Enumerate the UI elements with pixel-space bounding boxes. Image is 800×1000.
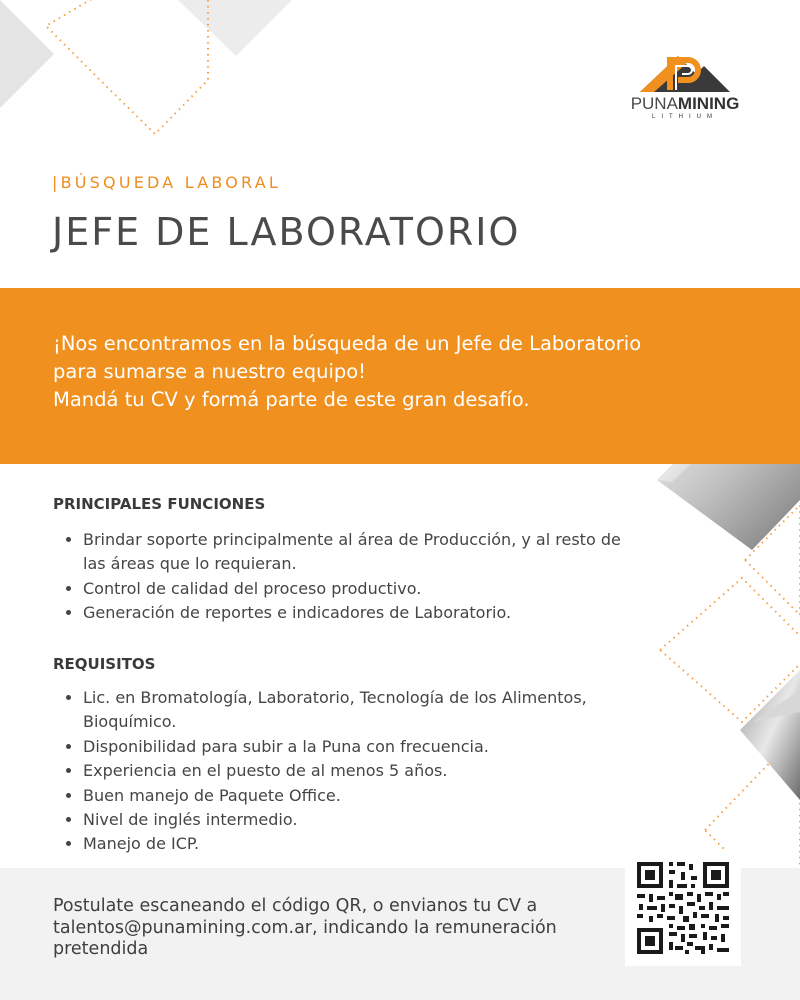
intro-line: ¡Nos encontramos en la búsqueda de un Jefe de Laboratorio bbox=[53, 332, 642, 355]
puna-mining-logo-icon bbox=[626, 46, 744, 94]
list-item: • Disponibilidad para subir a la Puna con frecuencia. bbox=[83, 735, 643, 759]
requirements-list bbox=[53, 686, 643, 857]
intro-line: Mandá tu CV y formá parte de este gran desafío. bbox=[53, 388, 530, 411]
qr-code-icon bbox=[625, 850, 741, 966]
eyebrow-label: |BÚSQUEDA LABORAL bbox=[52, 173, 281, 192]
list-item: • Brindar soporte principalmente al área de Producción, y al resto de las áreas que lo requieran. bbox=[83, 528, 643, 577]
page-title: JEFE DE LABORATORIO bbox=[52, 210, 521, 254]
puna-mining-logo bbox=[626, 46, 744, 122]
list-item: • Control de calidad del proceso productivo. bbox=[83, 577, 643, 601]
list-item: • Buen manejo de Paquete Office. bbox=[83, 784, 643, 808]
functions-heading: PRINCIPALES FUNCIONES bbox=[53, 495, 266, 513]
requirements-heading: REQUISITOS bbox=[53, 655, 156, 673]
logo-tagline: LITHIUM bbox=[652, 114, 718, 120]
functions-list bbox=[53, 528, 643, 626]
list-item: • Manejo de ICP. bbox=[83, 832, 643, 856]
logo-wordmark: PUNAMINING bbox=[630, 94, 740, 113]
list-item: • Lic. en Bromatología, Laboratorio, Tecnología de los Alimentos, Bioquímico. bbox=[83, 686, 643, 735]
list-item: • Generación de reportes e indicadores de Laboratorio. bbox=[83, 601, 643, 625]
list-item: • Nivel de inglés intermedio. bbox=[83, 808, 643, 832]
qr-code[interactable] bbox=[625, 850, 741, 966]
intro-text bbox=[53, 330, 753, 414]
intro-line: para sumarse a nuestro equipo! bbox=[53, 360, 366, 383]
list-item: • Experiencia en el puesto de al menos 5 años. bbox=[83, 759, 643, 783]
footer-cta: Postulate escaneando el código QR, o envianos tu CV a talentos@punamining.com.ar, indicando la remuneración pretendida bbox=[53, 896, 557, 959]
